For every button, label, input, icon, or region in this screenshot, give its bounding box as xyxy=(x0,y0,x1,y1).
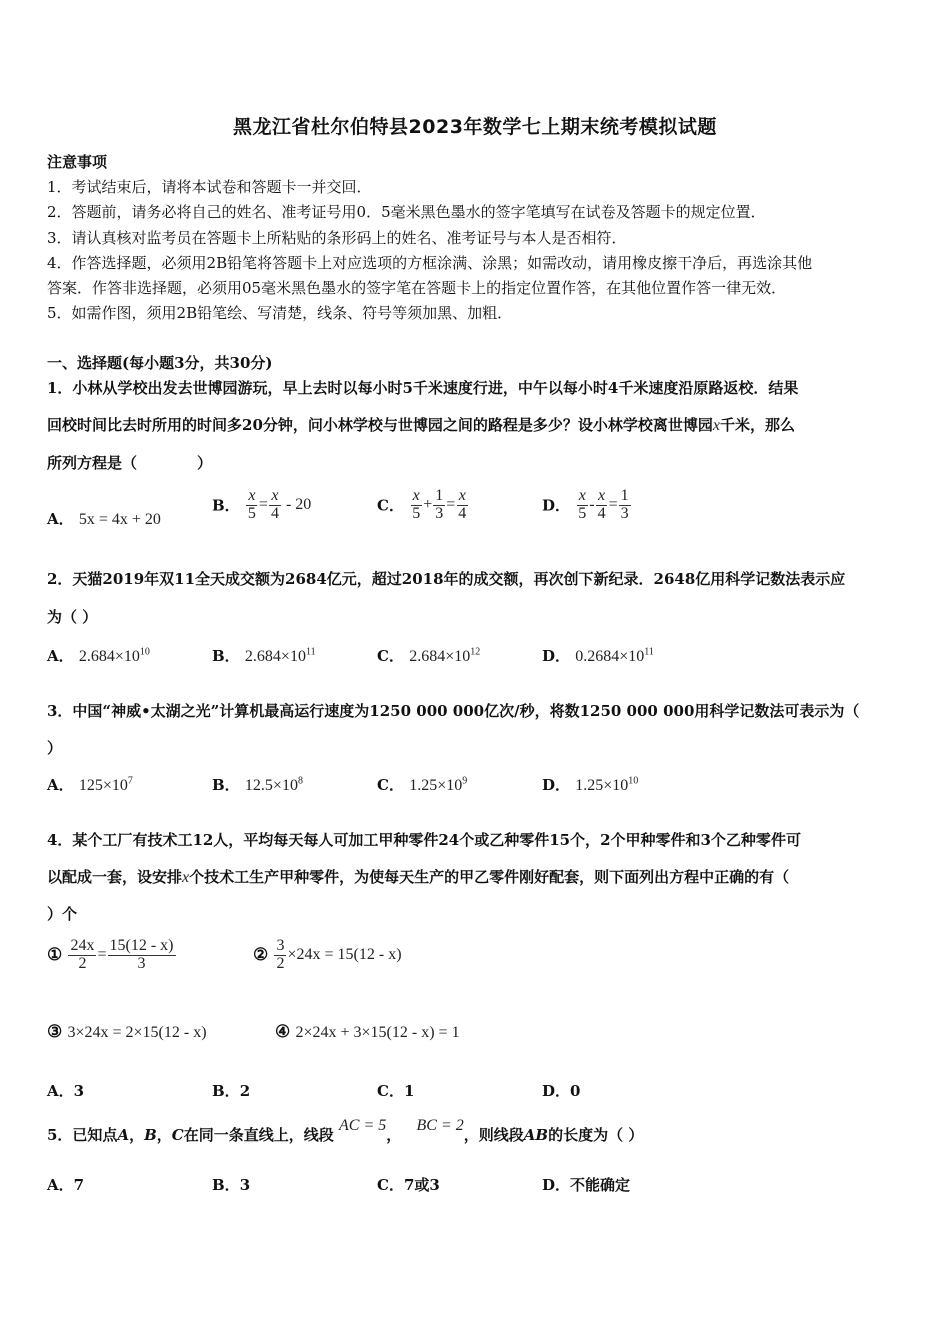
q5-text: 5．已知点A，B，C在同一条直线上，线段 AC = 5， BC = 2，则线段AB的长度为（ ） xyxy=(47,1117,644,1144)
q1-text: 1．小林从学校出发去世博园游玩，早上去时以每小时5千米速度行进，中午以每小时4千米速度沿原路返校．结果 xyxy=(47,379,799,397)
q4-text: 以配成一套，设安排x个技术工生产甲种零件，为使每天生产的甲乙零件刚好配套，则下面列出方程中正确的有（ xyxy=(47,868,790,886)
q5-option-b: B．3 xyxy=(212,1176,251,1194)
q2-option-d: D． $0.2684\times 10^{11}$ xyxy=(542,646,654,665)
q3-option-a: A． $125\times 10^7$ xyxy=(47,775,133,794)
q4-equation-2: ② $\frac{3}{2}$ ×24x = 15(12 - x) xyxy=(253,937,402,972)
q4-equation-3: ③ 3×24x = 2×15(12 - x) xyxy=(47,1022,207,1042)
q3-text: 3．中国“神威•太湖之光”计算机最高运行速度为1250 000 000亿次/秒，将数1250 000 000用科学记数法可表示为（ xyxy=(47,702,860,720)
q5-option-d: D．不能确定 xyxy=(542,1176,631,1194)
notice-heading: 注意事项 xyxy=(47,153,108,171)
notice-item: 1．考试结束后，请将本试卷和答题卡一并交回． xyxy=(47,178,372,196)
q3-option-c: C． $1.25\times 10^9$ xyxy=(377,775,468,794)
q5-option-a: A．7 xyxy=(47,1176,85,1194)
q2-option-c: C． $2.684\times 10^{12}$ xyxy=(377,646,481,665)
notice-item: 2．答题前，请务必将自己的姓名、准考证号用0．5毫米黑色墨水的签字笔填写在试卷及答题卡的规定位置． xyxy=(47,203,766,221)
q4-option-d: D．0 xyxy=(542,1082,581,1100)
q1-option-b: B． $\frac{x}{5}$ = $\frac{x}{4}$ - 20 xyxy=(212,487,312,522)
q2-option-b: B． $2.684\times 10^{11}$ xyxy=(212,646,316,665)
q1-option-d: D． $\frac{x}{5}$ - $\frac{x}{4}$ = $\frac{1}{3}$ xyxy=(542,487,629,522)
q1-option-a: A． 5x = 4x + 20 xyxy=(47,510,161,528)
q4-option-c: C．1 xyxy=(377,1082,415,1100)
q4-equation-4: ④ 2×24x + 3×15(12 - x) = 1 xyxy=(275,1022,460,1042)
section-heading: 一、选择题(每小题3分，共30分) xyxy=(47,354,273,372)
q1-option-c: C． $\frac{x}{5}$ + $\frac{1}{3}$ = $\frac{x}{4}$ xyxy=(377,487,467,522)
exam-title: 黑龙江省杜尔伯特县2023年数学七上期末统考模拟试题 xyxy=(233,116,717,138)
q4-equation-1: ① $\frac{24x}{2}$ = $\frac{15(12 - x)}{3}$ xyxy=(47,937,174,972)
q4-text: 4．某个工厂有技术工12人，平均每天每人可加工甲种零件24个或乙种零件15个，2个甲种零件和3个乙种零件可 xyxy=(47,831,801,849)
q2-text: 为（ ） xyxy=(47,608,98,626)
q4-option-b: B．2 xyxy=(212,1082,251,1100)
notice-item: 4．作答选择题，必须用2B铅笔将答题卡上对应选项的方框涂满、涂黑；如需改动，请用橡皮擦干净后，再选涂其他 xyxy=(47,254,813,272)
q1-text: 所列方程是（ ） xyxy=(47,454,213,472)
q3-option-d: D． $1.25\times 10^{10}$ xyxy=(542,775,639,794)
notice-item: 5．如需作图，须用2B铅笔绘、写清楚，线条、符号等须加黑、加粗． xyxy=(47,304,513,322)
q2-option-a: A． $2.684\times 10^{10}$ xyxy=(47,646,150,665)
q2-text: 2．天猫2019年双11全天成交额为2684亿元，超过2018年的成交额，再次创下新纪录．2648亿用科学记数法表示应 xyxy=(47,570,846,588)
notice-item: 3．请认真核对监考员在答题卡上所粘贴的条形码上的姓名、准考证号与本人是否相符． xyxy=(47,229,627,247)
q3-text: ） xyxy=(47,739,63,757)
q5-option-c: C．7或3 xyxy=(377,1176,440,1194)
q1-text: 回校时间比去时所用的时间多20分钟，问小林学校与世博园之间的路程是多少？设小林学校离世博园x千米，那么 xyxy=(47,416,796,434)
notice-item: 答案．作答非选择题，必须用05毫米黑色墨水的签字笔在答题卡上的指定位置作答，在其他位置作答一律无效． xyxy=(47,279,787,297)
q4-text: ）个 xyxy=(47,905,78,923)
q3-option-b: B． $12.5\times 10^8$ xyxy=(212,775,303,794)
q4-option-a: A．3 xyxy=(47,1082,85,1100)
